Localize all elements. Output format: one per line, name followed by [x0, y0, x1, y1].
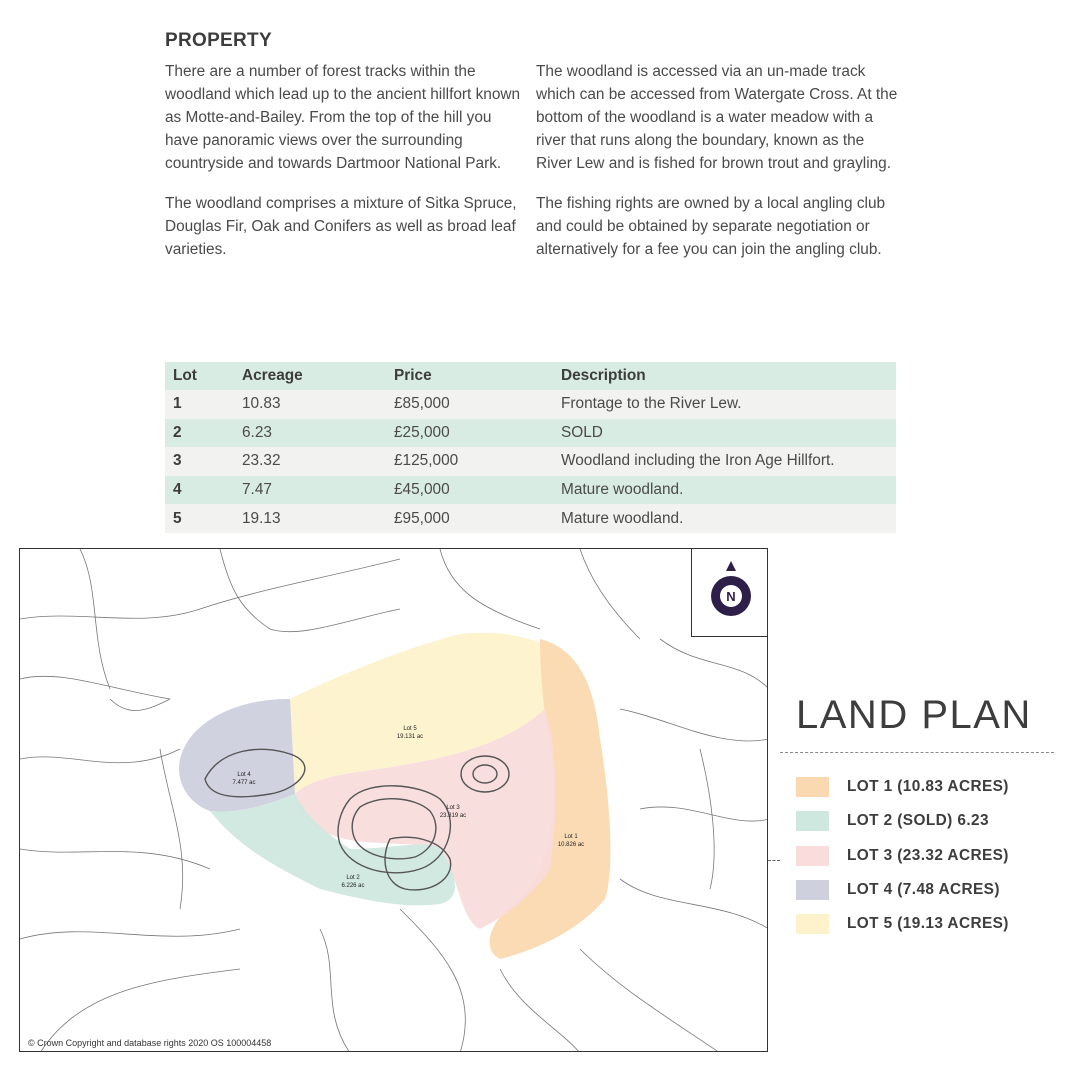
- lot-label-name: Lot 2: [346, 875, 360, 881]
- compass-letter: N: [726, 589, 736, 604]
- header-lot: Lot: [173, 367, 197, 384]
- cell-price: £45,000: [394, 481, 450, 499]
- property-paragraph: The woodland is accessed via an un-made track which can be accessed from Watergate Cross. At the bottom of the woodland is a water meadow with a river that runs along the boundary, known as the River Lew and is fished for brown trout and grayling.: [536, 63, 898, 172]
- table-row: [165, 390, 896, 419]
- cell-acreage: 23.32: [242, 452, 281, 470]
- legend-item-lot-1: [796, 770, 1009, 804]
- lots-table: [165, 362, 896, 533]
- legend-swatch: [796, 811, 829, 831]
- table-row: [165, 504, 896, 533]
- cell-lot: 1: [173, 395, 182, 413]
- divider: [780, 752, 1054, 753]
- cell-lot: 3: [173, 452, 182, 470]
- legend-label: LOT 5 (19.13 ACRES): [847, 915, 1009, 933]
- cell-description: Mature woodland.: [561, 509, 684, 527]
- legend-item-lot-3: [796, 839, 1009, 873]
- legend-item-lot-4: [796, 873, 1009, 907]
- land-plan-title: LAND PLAN: [796, 693, 1032, 737]
- map-svg: [20, 549, 768, 1052]
- legend-swatch: [796, 880, 829, 900]
- legend-label: LOT 4 (7.48 ACRES): [847, 881, 1000, 899]
- property-paragraph: The fishing rights are owned by a local angling club and could be obtained by separate negotiation or alternatively for a fee you can join the angling club.: [536, 195, 886, 258]
- table-row: [165, 419, 896, 448]
- lot-label-name: Lot 1: [564, 834, 578, 840]
- table-row: [165, 476, 896, 505]
- property-heading: PROPERTY: [165, 30, 272, 51]
- legend-item-lot-5: [796, 907, 1009, 941]
- lot-label-area: 6.226 ac: [341, 883, 365, 889]
- cell-lot: 5: [173, 509, 182, 527]
- cell-acreage: 10.83: [242, 395, 281, 413]
- lot-label-area: 19.131 ac: [396, 734, 424, 740]
- lot-label-area: 7.477 ac: [232, 780, 256, 786]
- lot-label-name: Lot 5: [403, 726, 417, 732]
- legend-label: LOT 1 (10.83 ACRES): [847, 778, 1009, 796]
- cell-price: £85,000: [394, 395, 450, 413]
- legend-swatch: [796, 914, 829, 934]
- cell-acreage: 7.47: [242, 481, 272, 499]
- header-description: Description: [561, 367, 646, 384]
- cell-lot: 2: [173, 423, 182, 441]
- map-tick: [768, 860, 780, 861]
- legend-label: LOT 2 (SOLD) 6.23: [847, 812, 989, 830]
- table-header-row: [165, 362, 896, 390]
- header-acreage: Acreage: [242, 367, 303, 384]
- north-arrow-icon: [692, 548, 768, 638]
- property-right-column: [536, 60, 898, 278]
- cell-price: £95,000: [394, 509, 450, 527]
- header-price: Price: [394, 367, 432, 384]
- cell-description: Mature woodland.: [561, 481, 684, 499]
- table-row: [165, 447, 896, 476]
- lot-label-area: 23.319 ac: [439, 813, 467, 819]
- land-plan-legend: [796, 770, 1009, 941]
- cell-lot: 4: [173, 481, 182, 499]
- legend-item-lot-2: [796, 804, 1009, 838]
- cell-acreage: 6.23: [242, 423, 272, 441]
- legend-swatch: [796, 846, 829, 866]
- land-plan-map: [19, 548, 768, 1052]
- lot-label-name: Lot 3: [446, 805, 460, 811]
- legend-label: LOT 3 (23.32 ACRES): [847, 846, 1009, 864]
- property-paragraph: The woodland comprises a mixture of Sitka Spruce, Douglas Fir, Oak and Conifers as well as broad leaf varieties.: [165, 195, 517, 258]
- lot-label-name: Lot 4: [237, 772, 251, 778]
- cell-price: £25,000: [394, 423, 450, 441]
- property-paragraph: There are a number of forest tracks within the woodland which lead up to the ancient hillfort known as Motte-and-Bailey. From the top of the hill you have panoramic views over the surrounding countryside and towards Dartmoor National Park.: [165, 63, 521, 172]
- cell-description: Frontage to the River Lew.: [561, 395, 742, 413]
- cell-price: £125,000: [394, 452, 459, 470]
- compass-panel: [691, 548, 768, 637]
- cell-description: SOLD: [561, 423, 603, 441]
- property-left-column: [165, 60, 527, 278]
- lot-label-area: 10.826 ac: [557, 842, 585, 848]
- cell-acreage: 19.13: [242, 509, 281, 527]
- lot-4-area: [179, 699, 295, 812]
- map-copyright: © Crown Copyright and database rights 2020 OS 100004458: [28, 1038, 272, 1048]
- legend-swatch: [796, 777, 829, 797]
- cell-description: Woodland including the Iron Age Hillfort.: [561, 452, 835, 470]
